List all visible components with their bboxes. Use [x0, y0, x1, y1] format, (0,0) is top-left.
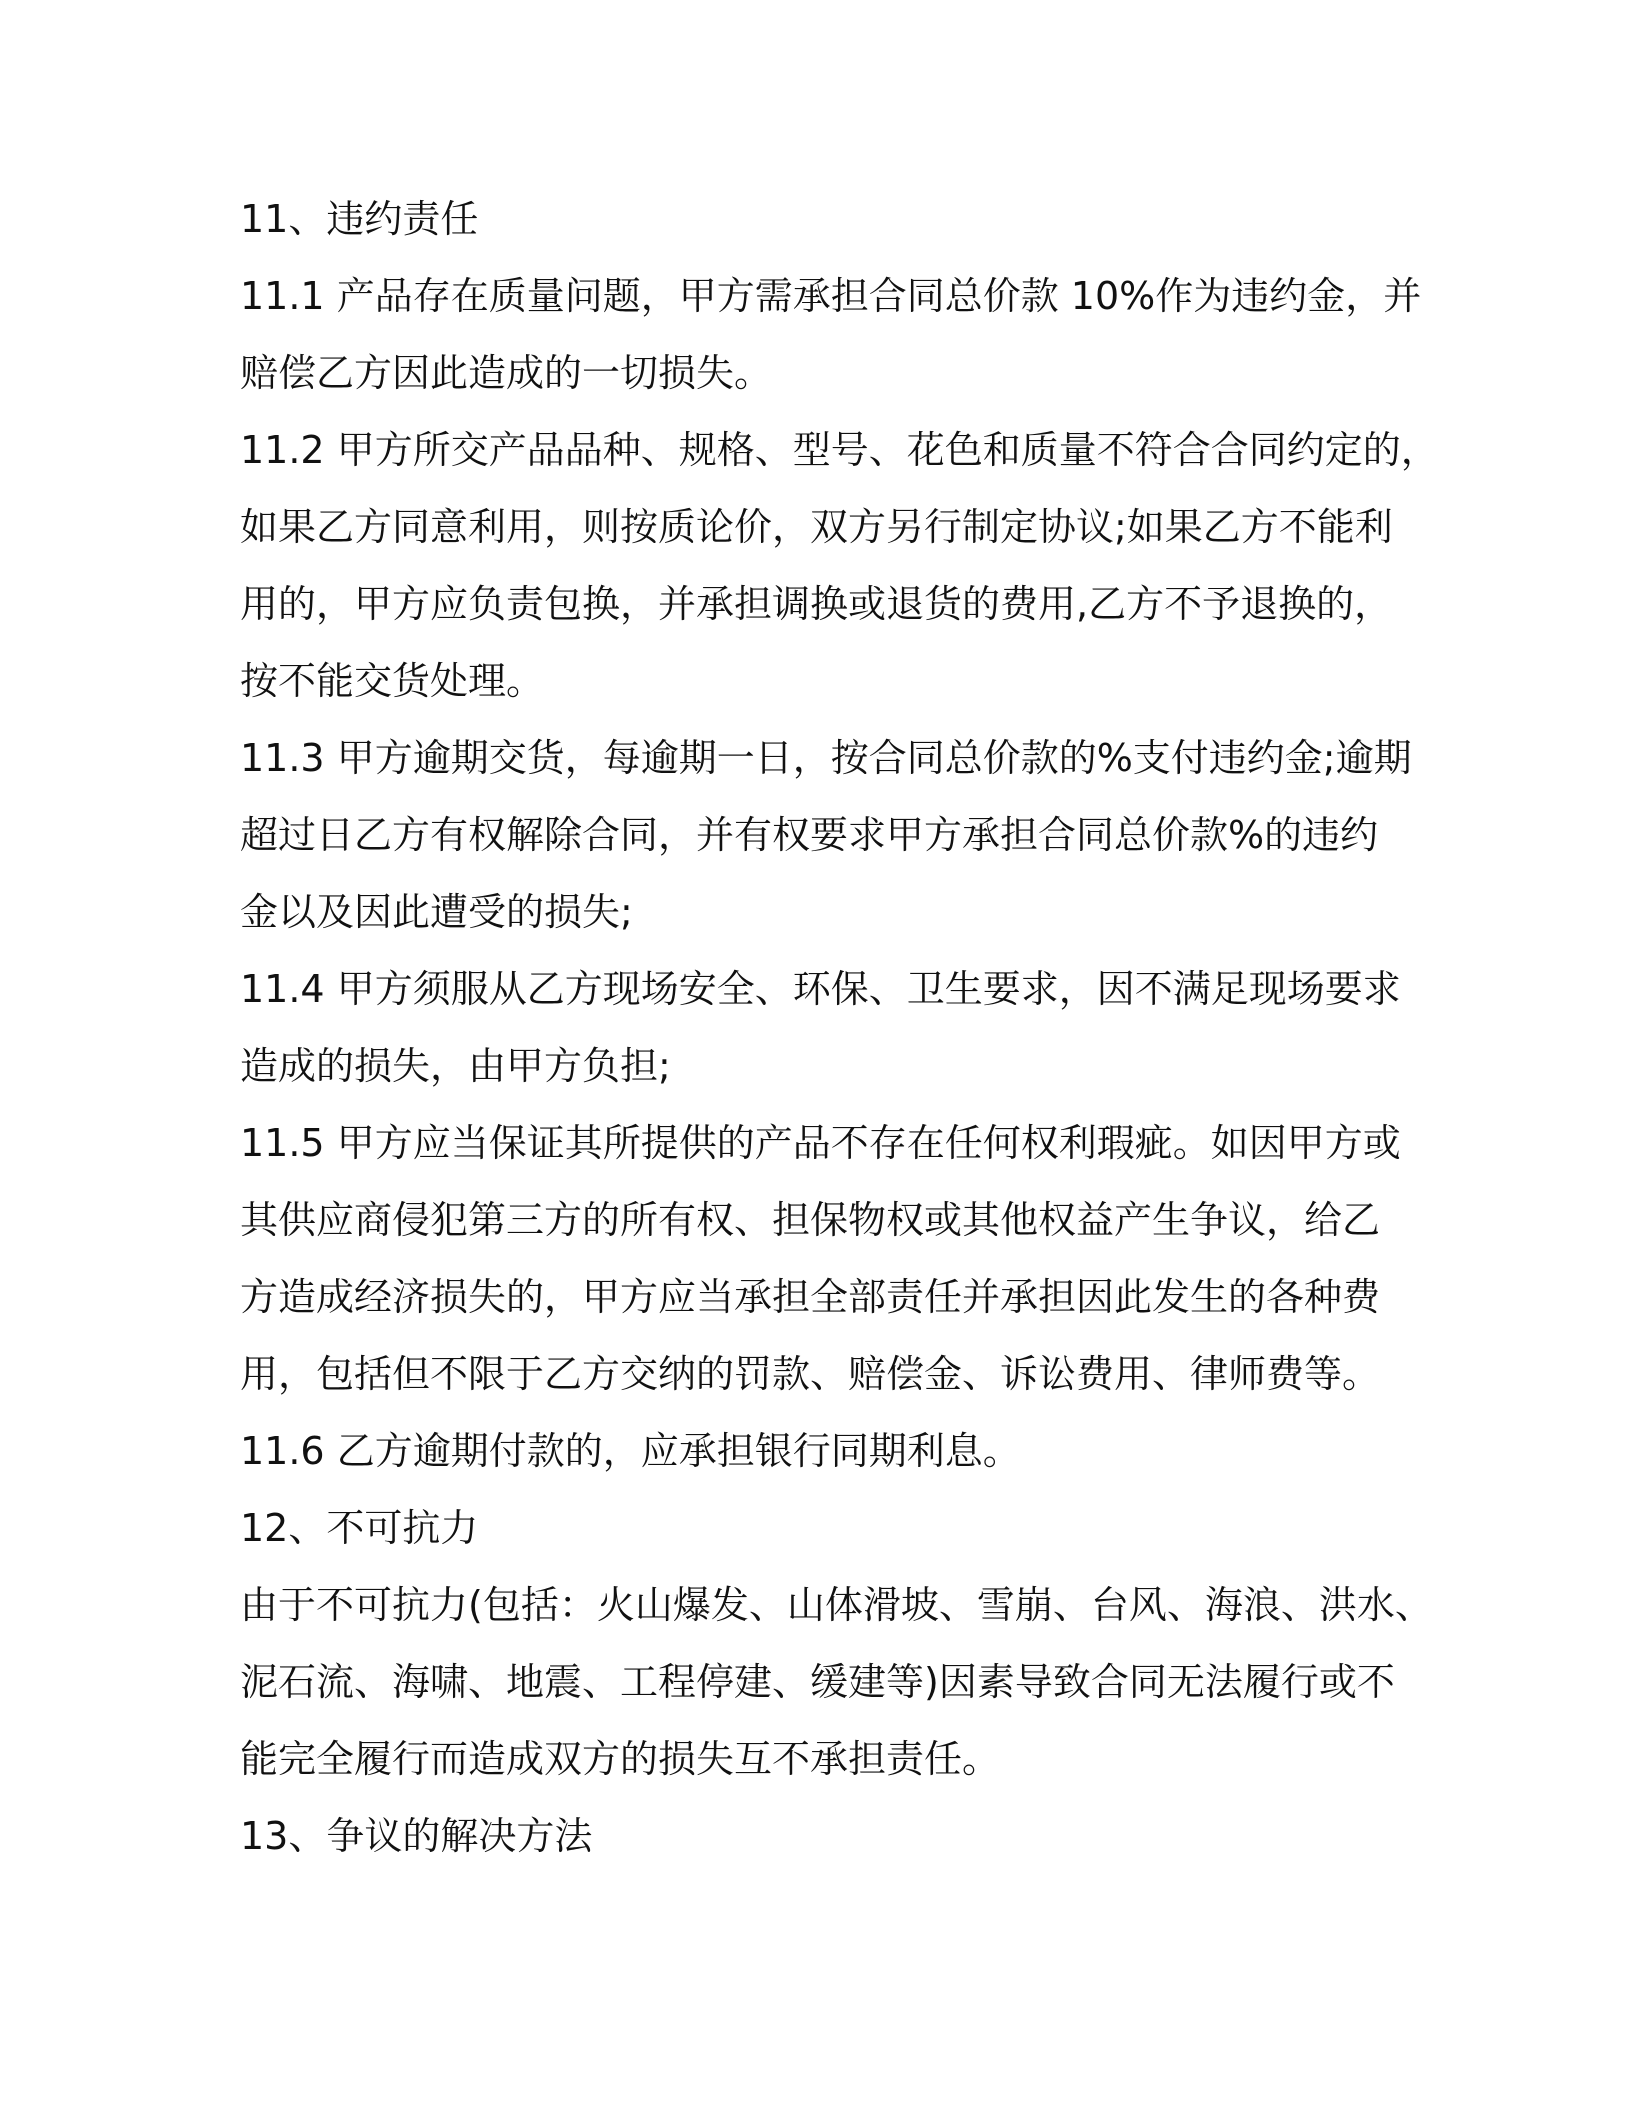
force-majeure-line-1: 由于不可抗力(包括：火山爆发、山体滑坡、雪崩、台风、海浪、洪水、: [240, 1583, 1433, 1627]
clause-11-4-line-2: 造成的损失，由甲方负担;: [240, 1044, 671, 1088]
clause-11-3-line-1: 11.3 甲方逾期交货，每逾期一日，按合同总价款的%支付违约金;逾期: [240, 736, 1412, 780]
clause-11-2-line-2: 如果乙方同意利用，则按质论价，双方另行制定协议;如果乙方不能利: [240, 505, 1393, 549]
clause-11-4-line-1: 11.4 甲方须服从乙方现场安全、环保、卫生要求，因不满足现场要求: [240, 967, 1401, 1011]
clause-11-6-line-1: 11.6 乙方逾期付款的，应承担银行同期利息。: [240, 1429, 1021, 1473]
document-body: [240, 181, 1439, 1875]
force-majeure-line-2: 泥石流、海啸、地震、工程停建、缓建等)因素导致合同无法履行或不: [240, 1660, 1395, 1704]
clause-11-1-line-1: 11.1 产品存在质量问题，甲方需承担合同总价款 10%作为违约金，并: [240, 274, 1422, 318]
clause-11-3-line-2: 超过日乙方有权解除合同，并有权要求甲方承担合同总价款%的违约: [240, 813, 1379, 857]
section-heading-11: 11、违约责任: [240, 197, 479, 241]
clause-11-1-line-2: 赔偿乙方因此造成的一切损失。: [240, 351, 773, 395]
section-heading-13: 13、争议的解决方法: [240, 1814, 593, 1858]
clause-11-5-line-2: 其供应商侵犯第三方的所有权、担保物权或其他权益产生争议，给乙: [240, 1198, 1381, 1242]
section-heading-12: 12、不可抗力: [240, 1506, 479, 1550]
clause-11-5-line-3: 方造成经济损失的，甲方应当承担全部责任并承担因此发生的各种费: [240, 1275, 1381, 1319]
clause-11-5-line-1: 11.5 甲方应当保证其所提供的产品不存在任何权利瑕疵。如因甲方或: [240, 1121, 1401, 1165]
clause-11-2-line-1: 11.2 甲方所交产品品种、规格、型号、花色和质量不符合合同约定的，: [240, 428, 1439, 472]
clause-11-3-line-3: 金以及因此遭受的损失;: [240, 890, 633, 934]
clause-11-2-line-3: 用的，甲方应负责包换，并承担调换或退货的费用,乙方不予退换的，: [240, 582, 1393, 626]
force-majeure-line-3: 能完全履行而造成双方的损失互不承担责任。: [240, 1737, 1001, 1781]
clause-11-2-line-4: 按不能交货处理。: [240, 659, 545, 703]
clause-11-5-line-4: 用，包括但不限于乙方交纳的罚款、赔偿金、诉讼费用、律师费等。: [240, 1352, 1381, 1396]
